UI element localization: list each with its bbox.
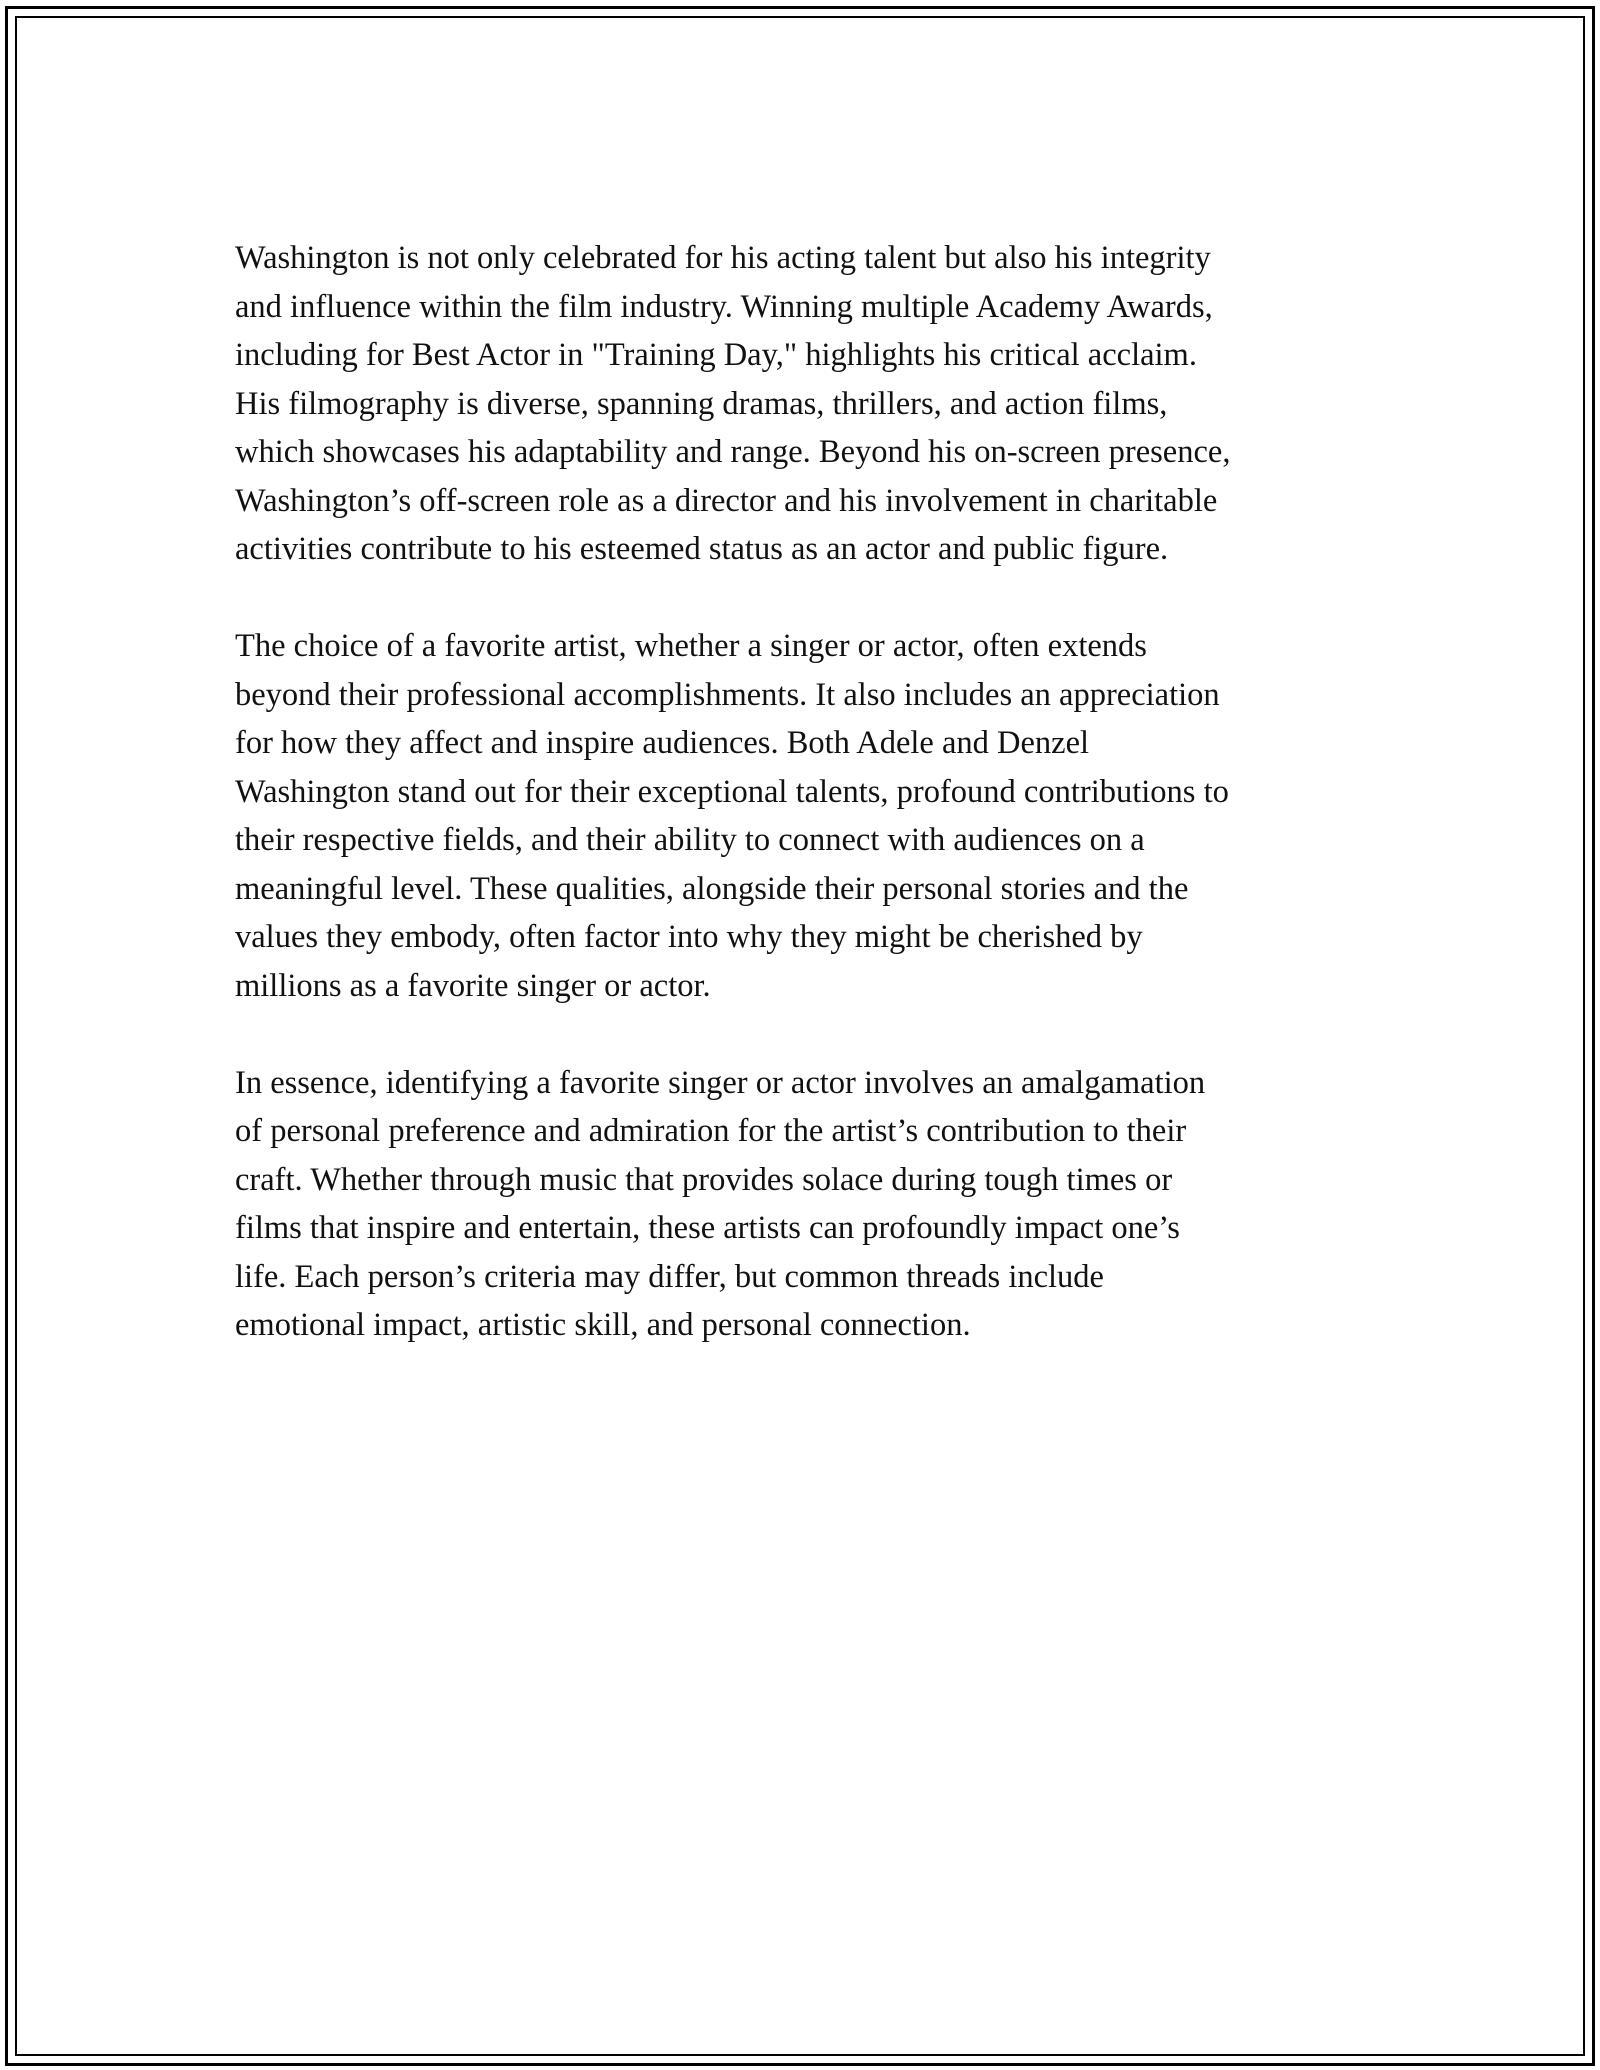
document-body <box>235 234 1375 1398</box>
paragraph-favorite-artist <box>235 622 1375 1010</box>
text-line: beyond their professional accomplishments. It also includes an appreciation <box>235 676 1220 713</box>
text-line: The choice of a favorite artist, whether a singer or actor, often extends <box>235 628 1147 664</box>
paragraph-washington <box>235 234 1375 574</box>
text-line: meaningful level. These qualities, alongside their personal stories and the <box>235 870 1189 907</box>
text-line: Washington’s off-screen role as a director and his involvement in charitable <box>235 482 1218 519</box>
text-line: including for Best Actor in "Training Day," highlights his critical acclaim. <box>235 337 1197 373</box>
text-line: and influence within the film industry. Winning multiple Academy Awards, <box>235 288 1213 325</box>
text-line: life. Each person’s criteria may differ, but common threads include <box>235 1258 1104 1295</box>
text-line: of personal preference and admiration for the artist’s contribution to their <box>235 1113 1187 1149</box>
text-line: Washington is not only celebrated for his acting talent but also his integrity <box>235 240 1211 276</box>
text-line: their respective fields, and their ability to connect with audiences on a <box>235 822 1145 858</box>
text-line: In essence, identifying a favorite singer or actor involves an amalgamation <box>235 1064 1206 1101</box>
text-line: for how they affect and inspire audiences. Both Adele and Denzel <box>235 725 1090 761</box>
text-line: emotional impact, artistic skill, and personal connection. <box>235 1307 971 1343</box>
text-line: films that inspire and entertain, these artists can profoundly impact one’s <box>235 1210 1180 1246</box>
text-line: which showcases his adaptability and range. Beyond his on-screen presence, <box>235 434 1231 470</box>
text-line: craft. Whether through music that provides solace during tough times or <box>235 1161 1173 1198</box>
text-line: Washington stand out for their exceptional talents, profound contributions to <box>235 773 1229 810</box>
text-line: His filmography is diverse, spanning dramas, thrillers, and action films, <box>235 385 1168 422</box>
text-line: millions as a favorite singer or actor. <box>235 967 711 1004</box>
text-line: values they embody, often factor into why they might be cherished by <box>235 919 1143 955</box>
paragraph-conclusion <box>235 1059 1375 1350</box>
text-line: activities contribute to his esteemed status as an actor and public figure. <box>235 531 1169 567</box>
